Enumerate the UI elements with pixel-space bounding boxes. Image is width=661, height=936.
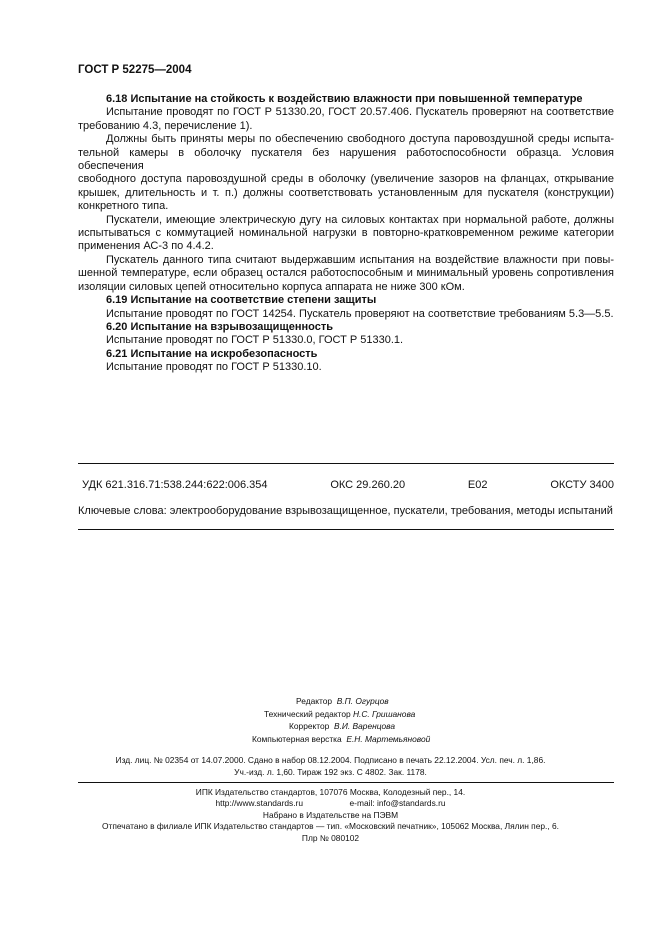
publisher-line: http://www.standards.ru e-mail: info@standards.ru: [215, 798, 446, 809]
body-line: шенной температуре, если образец остался работоспособным и минимальный уровень сопротивления: [78, 267, 614, 280]
credit-layout: Компьютерная верстка Е.Н. Мартемьяновой: [252, 733, 431, 744]
body-line: применения АС-3 по 4.4.2.: [78, 240, 214, 253]
section-heading: 6.20 Испытание на взрывозащищенность: [106, 320, 333, 333]
section-heading: 6.19 Испытание на соответствие степени защиты: [106, 294, 377, 307]
body-line: Должны быть приняты меры по обеспечению свободного доступа паровоздушной среды испыта-: [106, 133, 614, 146]
body-line: крышек, длительность и т. п.) должны соответствовать установленным для пускателя (конструкции): [78, 186, 614, 199]
imprint-divider: [78, 782, 614, 783]
credit-editor: Редактор В.П. Огурцов: [296, 696, 389, 706]
body-line: требованию 4.3, перечисление 1).: [78, 119, 253, 132]
publisher-block: [0, 787, 661, 844]
body-line: Испытание проводят по ГОСТ 14254. Пускатель проверяют на соответствие требованиям 5.3—5.5.: [106, 307, 614, 320]
body-line: Испытание проводят по ГОСТ Р 51330.20, ГОСТ 20.57.406. Пускатель проверяют на соответствие: [106, 106, 614, 119]
publisher-line: Отпечатано в филиале ИПК Издательство стандартов — тип. «Московский печатник», 105062 Москва, Лялин пер., 6.: [101, 821, 559, 832]
top-divider: [78, 463, 614, 464]
credit-corrector: Корректор В.И. Варенцова: [289, 721, 396, 731]
body-line: изоляции силовых цепей относительно корпуса аппарата не ниже 300 кОм.: [78, 280, 465, 293]
credit-tech-editor: Технический редактор Н.С. Гришанова: [264, 708, 416, 719]
publisher-line: ИПК Издательство стандартов, 107076 Москва, Колодезный пер., 14.: [195, 787, 466, 797]
section-heading: 6.18 Испытание на стойкость к воздействию влажности при повышенной температуре: [106, 93, 583, 105]
imprint-line: Уч.-изд. л. 1,60. Тираж 192 экз. С 4802. Зак. 1178.: [234, 766, 427, 777]
publisher-line: Плр № 080102: [301, 832, 360, 843]
document-header: ГОСТ Р 52275—2004: [78, 64, 192, 76]
body-line: Испытание проводят по ГОСТ Р 51330.10.: [106, 361, 322, 374]
body-line: свободного доступа паровоздушной среды в оболочку (увеличение зазоров на фланцах, открывание: [78, 173, 614, 186]
body-line: Испытание проводят по ГОСТ Р 51330.0, ГОСТ Р 51330.1.: [106, 334, 404, 347]
publisher-line: Набрано в Издательстве на ПЭВМ: [262, 809, 399, 820]
body-text: [78, 93, 614, 375]
body-line: тельной камеры в оболочку пускателя без нарушения работоспособности образца. Условия обеспечения: [78, 146, 614, 173]
body-line: конкретного типа.: [78, 200, 169, 213]
group-code: Е02: [467, 479, 488, 491]
section-heading: 6.21 Испытание на искробезопасность: [106, 347, 318, 360]
oks-code: ОКС 29.260.20: [330, 479, 406, 491]
okstu-code: ОКСТУ 3400: [550, 479, 614, 491]
bottom-divider: [78, 529, 614, 530]
udc-code: УДК 621.316.71:538.244:622:006.354: [82, 479, 268, 491]
keywords: Ключевые слова: электрооборудование взрывозащищенное, пускатели, требования, методы испытаний: [78, 505, 613, 517]
classification-row: [82, 479, 614, 491]
imprint-block: [0, 755, 661, 778]
body-line: испытываться с коммутацией номинальной нагрузки в повторно-кратковременном режиме категории: [78, 227, 614, 240]
body-line: Пускатель данного типа считают выдержавшим испытания на воздействие влажности при повы-: [106, 253, 614, 266]
credits-block: [0, 695, 661, 745]
body-line: Пускатели, имеющие электрическую дугу на силовых контактах при нормальной работе, должны: [106, 213, 614, 226]
imprint-line: Изд. лиц. № 02354 от 14.07.2000. Сдано в набор 08.12.2004. Подписано в печать 22.12.2004. Усл. печ. л. 1,86.: [115, 755, 546, 765]
